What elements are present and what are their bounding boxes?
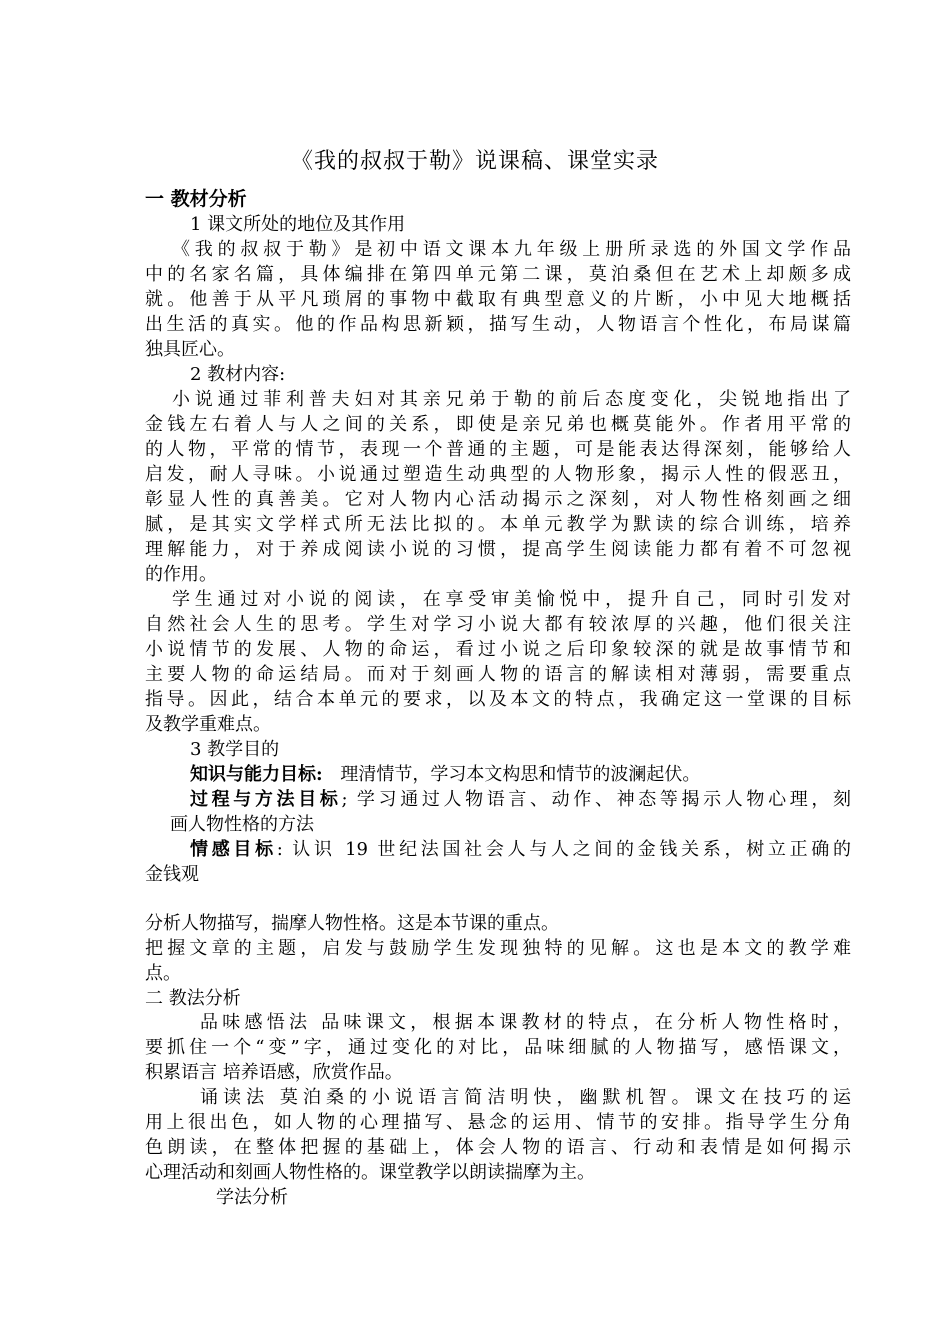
paragraph-line: 理解能力，对于养成阅读小说的习惯，提高学生阅读能力都有着不可忽视 xyxy=(145,539,851,560)
paragraph-line: 的作用。 xyxy=(145,564,217,585)
paragraph-line: 心理活动和刻画人物性格的。课堂教学以朗读揣摩为主。 xyxy=(145,1162,595,1183)
document-title: 《我的叔叔于勒》说课稿、课堂实录 xyxy=(290,149,659,174)
goal-process-label: 过程与方法目标 xyxy=(190,789,342,810)
paragraph-line: 积累语言 培养语感，欣赏作品。 xyxy=(145,1062,403,1083)
paragraph-line: 主要人物的命运结局。而对于刻画人物的语言的解读相对薄弱，需要重点 xyxy=(145,664,851,685)
goal-knowledge xyxy=(190,763,851,787)
paragraph-line: 金钱左右着人与人之间的关系，即使是亲兄弟也概莫能外。作者用平常的 xyxy=(145,414,851,435)
paragraph-line: 用上很出色，如人物的心理描写、悬念的运用、情节的安排。指导学生分角 xyxy=(145,1112,851,1133)
goal-emotion-label: 情感目标 xyxy=(190,839,277,860)
section-heading-1: 一 教材分析 xyxy=(145,188,247,210)
goal-knowledge-text: 理清情节，学习本文构思和情节的波澜起伏。 xyxy=(340,764,701,785)
paragraph-line: 点。 xyxy=(145,963,181,984)
subheading-1-1: 1 课文所处的地位及其作用 xyxy=(190,214,406,235)
paragraph-line: 品味感悟法 品味课文，根据本课教材的特点，在分析人物性格时， xyxy=(200,1012,851,1033)
paragraph-line: 要抓住一个“变”字，通过变化的对比，品味细腻的人物描写，感悟课文， xyxy=(145,1037,851,1058)
paragraph-line: 诵读法 莫泊桑的小说语言简洁明快，幽默机智。课文在技巧的运 xyxy=(200,1087,851,1108)
subheading-1-2: 2 教材内容: xyxy=(190,364,286,385)
paragraph-line: 就。他善于从平凡琐屑的事物中截取有典型意义的片断，小中见大地概括 xyxy=(145,289,851,310)
paragraph-line: 启发，耐人寻味。小说通过塑造生动典型的人物形象，揭示人性的假恶丑， xyxy=(145,464,851,485)
paragraph-line: 独具匠心。 xyxy=(145,339,235,360)
subheading-1-3: 3 教学目的 xyxy=(190,739,280,760)
goal-process-text: ; 学习通过人物语言、动作、神态等揭示人物心理，刻 xyxy=(341,789,851,810)
paragraph-line: 腻，是其实文学样式所无法比拟的。本单元教学为默读的综合训练，培养 xyxy=(145,514,851,535)
section-heading-2: 二 教法分析 xyxy=(145,988,241,1009)
section-heading-3: 学法分析 xyxy=(216,1187,288,1208)
goal-emotion xyxy=(190,838,851,862)
paragraph-line: 画人物性格的方法 xyxy=(170,814,314,835)
goal-process xyxy=(190,788,851,812)
paragraph-line: 色朗读，在整体把握的基础上，体会人物的语言、行动和表情是如何揭示 xyxy=(145,1137,851,1158)
paragraph-line: 出生活的真实。他的作品构思新颖，描写生动，人物语言个性化，布局谋篇 xyxy=(145,314,851,335)
goal-emotion-text: : 认识 19 世纪法国社会人与人之间的金钱关系，树立正确的 xyxy=(276,839,851,860)
goal-knowledge-label: 知识与能力目标: xyxy=(190,764,323,785)
paragraph-line: 指导。因此，结合本单元的要求，以及本文的特点，我确定这一堂课的目标 xyxy=(145,689,851,710)
paragraph-line: 自然社会人生的思考。学生对学习小说大都有较浓厚的兴趣，他们很关注 xyxy=(145,614,851,635)
paragraph-line: 的人物，平常的情节，表现一个普通的主题，可是能表达得深刻，能够给人 xyxy=(145,439,851,460)
paragraph-line: 及教学重难点。 xyxy=(145,714,271,735)
key-point: 分析人物描写，揣摩人物性格。这是本节课的重点。 xyxy=(145,913,559,934)
paragraph-line: 金钱观 xyxy=(145,864,199,885)
paragraph-line: 彰显人性的真善美。它对人物内心活动揭示之深刻，对人物性格刻画之细 xyxy=(145,489,851,510)
paragraph-line: 《我的叔叔于勒》是初中语文课本九年级上册所录选的外国文学作品 xyxy=(172,239,851,260)
paragraph-line: 小说通过菲利普夫妇对其亲兄弟于勒的前后态度变化，尖锐地指出了 xyxy=(172,389,851,410)
difficult-point: 把握文章的主题，启发与鼓励学生发现独特的见解。这也是本文的教学难 xyxy=(145,938,851,959)
paragraph-line: 中的名家名篇，具体编排在第四单元第二课，莫泊桑但在艺术上却颇多成 xyxy=(145,264,851,285)
paragraph-line: 学生通过对小说的阅读，在享受审美愉悦中，提升自己，同时引发对 xyxy=(172,589,851,610)
paragraph-line: 小说情节的发展、人物的命运，看过小说之后印象较深的就是故事情节和 xyxy=(145,639,851,660)
